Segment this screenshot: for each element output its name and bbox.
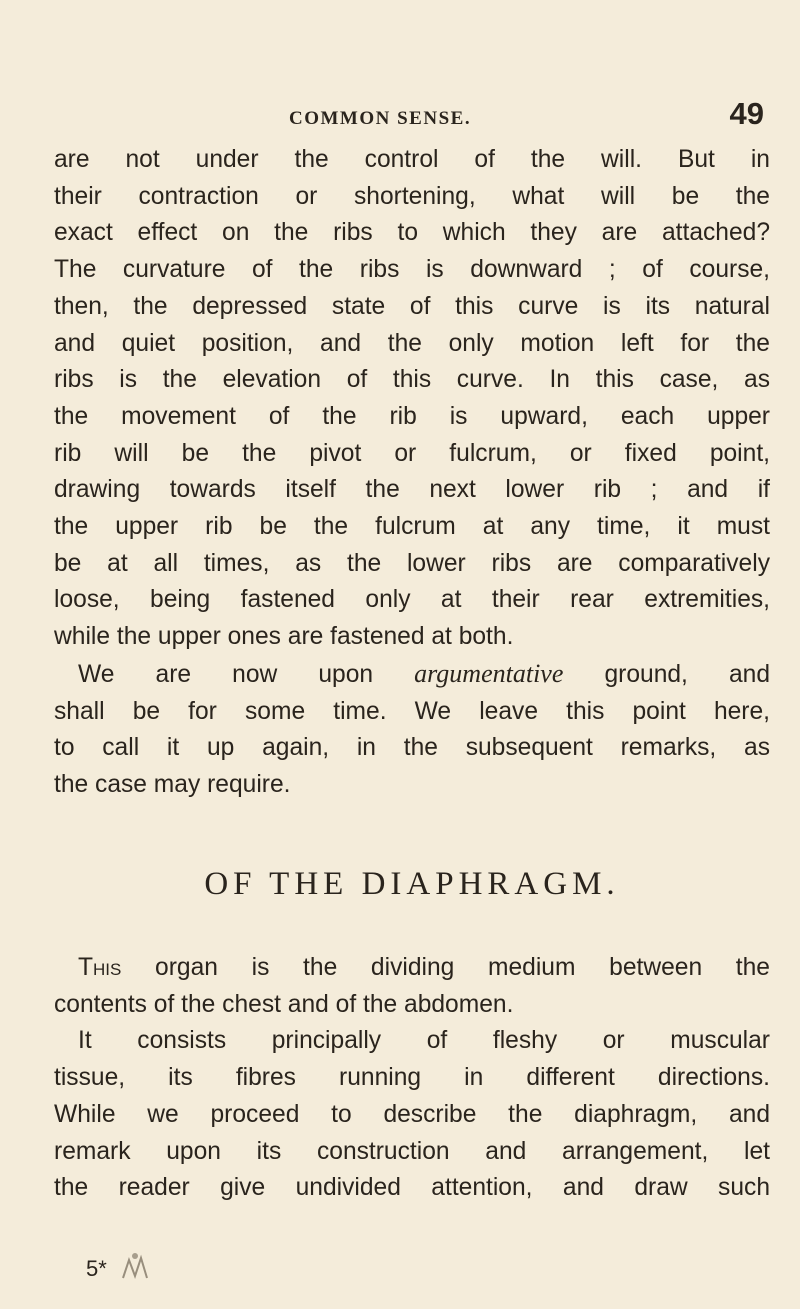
text-line: the reader give undivided attention, and draw such [54,1174,770,1202]
section-heading: OF THE DIAPHRAGM. [204,866,620,902]
text-line: remark upon its construction and arrangement, let [54,1137,770,1165]
text-line: drawing towards itself the next lower rib ; and if [54,476,770,504]
text-line [54,950,770,987]
text-line: and quiet position, and the only motion left for the [54,329,770,357]
body-text [54,142,770,804]
text-span: We are now upon [78,660,415,688]
drop-word: This [78,954,122,981]
library-stamp-icon [115,1248,155,1288]
text-line: while the upper ones are fastened at both. [54,623,514,651]
text-span: organ is the dividing medium between the [121,954,770,981]
text-line: the case may require. [54,770,291,798]
text-line: loose, being fastened only at their rear extremities, [54,586,770,614]
text-line: rib will be the pivot or fulcrum, or fixed point, [54,439,770,467]
text-line: their contraction or shortening, what will be the [54,182,770,210]
text-line: exact effect on the ribs to which they are attached? [54,219,770,247]
text-line: are not under the control of the will. But in [54,146,770,173]
text-line: While we proceed to describe the diaphragm, and [54,1100,770,1128]
text-line [54,656,770,694]
text-line: contents of the chest and of the abdomen. [54,990,514,1018]
text-span: ground, and [563,660,770,688]
page-number: 49 [729,96,764,131]
text-line: tissue, its fibres running in different directions. [54,1064,770,1092]
text-line: then, the depressed state of this curve is its natural [54,292,770,320]
text-line: the movement of the rib is upward, each upper [54,402,770,430]
text-line: The curvature of the ribs is downward ; of course, [54,256,770,284]
emphasis-text: argumentative [414,658,564,688]
text-line: be at all times, as the lower ribs are comparatively [54,549,770,577]
signature-mark: 5* [86,1256,107,1281]
text-line: to call it up again, in the subsequent remarks, as [54,734,770,762]
running-title: COMMON SENSE. [289,108,472,129]
running-head [54,98,764,138]
body-text-2 [54,950,770,1207]
text-line: the upper rib be the fulcrum at any time, it must [54,513,770,541]
text-line: It consists principally of fleshy or muscular [78,1027,770,1055]
text-line: ribs is the elevation of this curve. In this case, as [54,366,770,394]
text-line: shall be for some time. We leave this point here, [54,697,770,725]
